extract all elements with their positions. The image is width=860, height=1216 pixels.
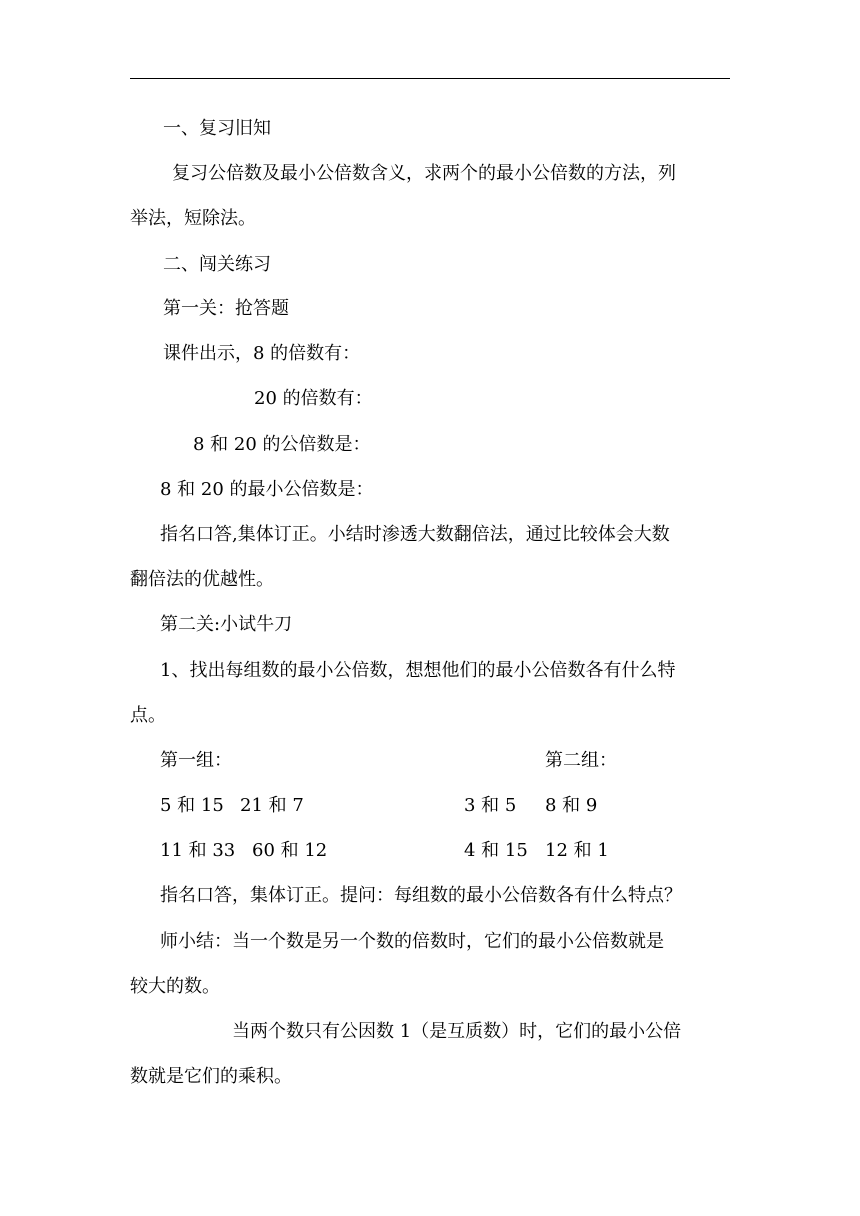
section-practice-heading: 二、闯关练习 — [163, 254, 271, 275]
pair-4-15: 4 和 15 — [464, 840, 528, 861]
teacher-summary-line-1: 师小结：当一个数是另一个数的倍数时，它们的最小公倍数就是 — [160, 931, 664, 952]
group-two-label: 第二组： — [545, 750, 617, 771]
teacher-summary-line-3: 当两个数只有公因数 1（是互质数）时，它们的最小公倍 — [232, 1021, 682, 1042]
section-review-heading: 一、复习旧知 — [163, 118, 271, 139]
level-two-heading: 第二关:小试牛刀 — [160, 614, 293, 635]
pair-5-15: 5 和 15 — [160, 795, 224, 816]
pair-3-5: 3 和 5 — [464, 795, 517, 816]
pair-8-9: 8 和 9 — [545, 795, 598, 816]
level-one-heading: 第一关：抢答题 — [163, 298, 289, 319]
pair-12-1: 12 和 1 — [545, 840, 609, 861]
summary-line-2: 翻倍法的优越性。 — [130, 569, 274, 590]
header-rule — [130, 78, 730, 79]
group-one-label: 第一组： — [160, 750, 232, 771]
multiples-of-20: 20 的倍数有： — [254, 388, 373, 409]
teacher-summary-line-4: 数就是它们的乘积。 — [130, 1066, 292, 1087]
review-text-line-1: 复习公倍数及最小公倍数含义，求两个的最小公倍数的方法，列 — [172, 163, 676, 184]
teacher-summary-line-2: 较大的数。 — [130, 976, 220, 997]
pair-21-7: 21 和 7 — [240, 795, 304, 816]
review-text-line-2: 举法，短除法。 — [130, 208, 256, 229]
summary-line-1: 指名口答,集体订正。小结时渗透大数翻倍法，通过比较体会大数 — [160, 524, 670, 545]
question-line: 指名口答，集体订正。提问：每组数的最小公倍数各有什么特点？ — [160, 885, 682, 906]
task-one-line-2: 点。 — [130, 705, 166, 726]
common-multiples: 8 和 20 的公倍数是： — [193, 434, 371, 455]
task-one-line-1: 1、找出每组数的最小公倍数，想想他们的最小公倍数各有什么特 — [160, 660, 676, 681]
pair-60-12: 60 和 12 — [252, 840, 328, 861]
pair-11-33: 11 和 33 — [160, 840, 236, 861]
multiples-of-8: 课件出示，8 的倍数有： — [163, 343, 361, 364]
least-common-multiple: 8 和 20 的最小公倍数是： — [160, 479, 374, 500]
